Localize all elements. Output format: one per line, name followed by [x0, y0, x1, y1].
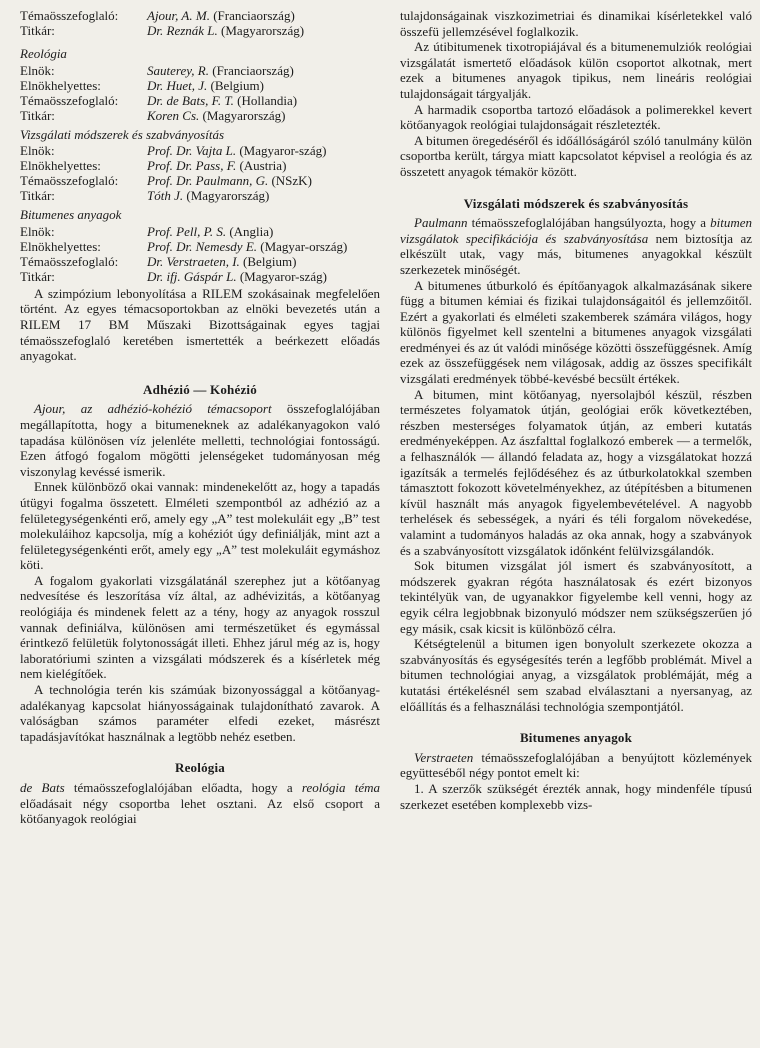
adhezio-paragraph-3: A fogalom gyakorlati vizsgálatánál szerephez jut a kötőanyag nedvesítése és leszorítása víz által, az adhévizitás, a kötőanyag reológiája és mindenek felett az a tény, hogy az anyagok rosszul vannak definiálva, különösen ami természetüket és egymással érintkező felületük folytonosságát illeti. Ehhez járul még az is, hogy laboratóriumi szinten a vizsgálati módszerek és a kísérletek még nem kielégítőek. [20, 572, 380, 682]
table-row [20, 108, 380, 123]
country: (NSzK) [271, 173, 312, 189]
country: (Magyarország) [186, 188, 270, 204]
italic-text: reológia téma [301, 780, 381, 795]
paragraph-text: témaösszefoglalójában a benyújtott közlemények együtteséből négy pontot emelt ki: [400, 749, 752, 781]
reologia-paragraph-1 [20, 780, 380, 827]
role-label: Elnökhelyettes: [20, 238, 101, 254]
table-row [20, 239, 380, 254]
vizsg-paragraph-3: A bitumen, mint kötőanyag, nyersolajból készül, részben természetes folyamatok útján, geológiai erők következtében, részben mesterséges folyamatok útján, az emberi kutatás eredményeképpen. Az ászfalttal foglalkozó emberek — a termelők, a felhasználók — állandó feladata az, hogy a vizsgálatokat hozzá igazítsák a termelés fejlődéséhez és az útburkolatokkal szemben támasztott fokozott követelményekhez, az útépítésben a bitumenen kívül használt más anyagok figyelembevételével. A nagyobb terhelések és sebességek, a nyári és téli forgalom növekedése, valamint a tudományos haladás az oka annak, hogy a szabványok és a szabványosított vizsgálatok időnként felülvizsgálandók. [400, 386, 752, 558]
italic-text: Verstraeten [414, 749, 474, 765]
bitumen-paragraph-2: 1. A szerzők szükségét érezték annak, hogy mindenféle típusú szerkezet esetében komplexebb vizs- [400, 780, 752, 812]
italic-text: de Bats [20, 780, 65, 795]
adhezio-paragraph-1 [20, 401, 380, 479]
country: (Magyar-ország) [260, 238, 348, 254]
person-name: Dr. Verstraeten, I. [147, 253, 240, 269]
italic-text: Ajour, az adhézió-kohézió témacsoport [34, 401, 272, 417]
paragraph-text: előadásait négy csoportba lehet osztani. Az első csoport a kötőanyagok reológiai [20, 795, 380, 827]
table-row [20, 93, 380, 108]
country: (Franciaország) [212, 62, 294, 78]
intro-paragraph: A szimpózium lebonyolítása a RILEM szokásainak megfelelően történt. Az egyes témacsoportokban az elnöki bevezetés után a RILEM 17 BM Műszaki Bizottságainak egyes tagjai témaösszefoglaló keretében ismertették a beérkezett előadás anyagokat. [20, 285, 380, 364]
table-row [20, 143, 380, 158]
paragraph-text: témaösszefoglalójában előadta, hogy a [64, 780, 302, 795]
country: (Magyarország) [202, 107, 286, 123]
role-label: Elnök: [20, 143, 55, 159]
person-name: Dr. Huet, J. [147, 77, 208, 93]
person-name: Prof. Dr. Nemesdy E. [147, 238, 258, 254]
country: (Anglia) [229, 223, 274, 239]
person-name: Koren Cs. [147, 107, 200, 123]
heading-reologia: Reológia [175, 760, 225, 776]
table-row [20, 188, 380, 203]
bitumen-paragraph-1 [400, 750, 752, 781]
role-label: Elnök: [20, 62, 55, 78]
country: (Magyarország) [221, 23, 305, 38]
vizsg-paragraph-1 [400, 215, 752, 277]
role-label: Témaösszefoglaló: [20, 8, 119, 23]
table-row [20, 23, 380, 38]
reologia-paragraph-3: A harmadik csoportba tartozó előadások a polimerekkel kevert kötőanyagok reológiai tulajdonságait részletezték. [400, 101, 752, 133]
table-row [20, 224, 380, 239]
continued-paragraph: tulajdonságainak viszkozimetriai és dinamikai kísérletekkel való összefü jellemzésével foglalkozik. [400, 8, 752, 39]
person-name: Prof. Dr. Vajta L. [147, 143, 237, 159]
role-label: Témaösszefoglaló: [20, 173, 119, 189]
role-label: Titkár: [20, 23, 55, 38]
role-label: Titkár: [20, 107, 55, 123]
vizsg-paragraph-4: Sok bitumen vizsgálat jól ismert és szabványosított, a módszerek gyakran régóta használatosak és ezért bizonyos tekintélyük van, de ugyanakkor figyelembe kell venni, hogy az egyik célra legjobbnak bizonyuló módszer nem szükségszerűen jó egy másik, csak kicsit is különböző célra. [400, 558, 752, 636]
paragraph-text: összefoglalójában megállapította, hogy a bitumeneknek az adalékanyagokon való tapadása különösen víz jelenléte melletti, technológiai fontosságú. Ezen átfogó fogalom mögötti jelenségeket tudományosan még viszonylag kevéssé ismerik. [20, 401, 380, 479]
table-row [20, 269, 380, 284]
committee-table-4 [20, 224, 380, 284]
italic-text: bitumen vizsgálatok specifikációja és szabványosítása [400, 215, 752, 246]
vizsg-paragraph-2: A bitumenes útburkoló és építőanyagok alkalmazásának sikere függ a bitumen kémiai és fizikai tulajdonságaitól és jellemzőitől. Ezért a gyakorlati és elméleti szakemberek számára világos, hogy különös figyelmet kell szentelni a bitumenes anyagok vizsgálati eredményei és az út valódi minősége közötti összefüggésnek. Amíg ezek az összefüggések nem világosak, addig az összes specifikált vizsgálati eredmények többé-kevésbé becsült értékek. [400, 277, 752, 387]
person-name: Sauterey, R. [147, 62, 209, 78]
role-label: Témaösszefoglaló: [20, 253, 119, 269]
adhezio-paragraph-2: Ennek különböző okai vannak: mindenekelőtt az, hogy a tapadás útügyi fogalma összetett. Elméleti szempontból az adhézió az a felületegységenkénti erő, amely egy „A” test molekuláit egy „B” test molekuláihoz kapcsolja, míg a kohéziót úgy definiálják, mint azt a felületegységenkénti erőt, amely egy „A” test molekuláit egymáshoz köti. [20, 479, 380, 573]
reologia-paragraph-4: A bitumen öregedéséről és időállóságáról szóló tanulmány külön csoportba került, tárgya miatt kapcsolatot képvisel a reológia és az összetett anyagok témakör között. [400, 132, 752, 179]
table-row [20, 8, 380, 23]
paragraph-text: témaösszefoglalójában hangsúlyozta, hogy a [467, 215, 711, 231]
country: (Franciaország) [213, 8, 295, 23]
role-label: Témaösszefoglaló: [20, 92, 119, 108]
reologia-paragraph-2: Az útibitumenek tixotropiájával és a bitumenemulziók reológiai vizsgálatát ismertető előadások külön csoportot alkotnak, mert ezek a bitumenes anyagok tipikus, nem lineáris reológiai tulajdonságait tárgyalják. [400, 39, 752, 101]
person-name: Prof. Dr. Paulmann, G. [147, 173, 269, 189]
section-title-bitumenes: Bitumenes anyagok [20, 207, 122, 223]
left-column [20, 8, 380, 827]
section-title-vizsgalati: Vizsgálati módszerek és szabványosítás [20, 126, 225, 142]
italic-text: Paulmann [414, 215, 468, 231]
person-name: Prof. Dr. Pass, F. [147, 158, 237, 174]
country: (Hollandia) [237, 92, 298, 108]
person-name: Dr. de Bats, F. T. [147, 92, 234, 108]
role-label: Elnökhelyettes: [20, 158, 101, 174]
heading-adhezio: Adhézió — Kohézió [143, 381, 257, 397]
adhezio-paragraph-4: A technológia terén kis számúak bizonyossággal a kötőanyag-adalékanyag kapcsolat hiányosságainak tulajdonítható zavarok. A valóságban számos paraméter elfedi ezeket, másrészt tapadásjavítókat használnak a legtöbb nehéz esetben. [20, 682, 380, 744]
committee-table-2 [20, 63, 380, 123]
table-row [20, 78, 380, 93]
person-name: Prof. Pell, P. S. [147, 223, 227, 239]
right-column [400, 8, 752, 812]
role-label: Elnökhelyettes: [20, 77, 101, 93]
table-row [20, 254, 380, 269]
heading-bitumenes: Bitumenes anyagok [519, 730, 633, 746]
person-name: Dr. Reznák L. [147, 23, 218, 38]
role-label: Elnök: [20, 223, 55, 239]
heading-vizsgalati: Vizsgálati módszerek és szabványosítás [463, 195, 689, 211]
person-name: Tóth J. [147, 188, 184, 204]
country: (Belgium) [210, 77, 264, 93]
table-row [20, 173, 380, 188]
table-row [20, 63, 380, 78]
country: (Austria) [239, 158, 287, 174]
vizsg-paragraph-5: Kétségtelenül a bitumen igen bonyolult szerkezete okozza a szabványosítás és egységesítés terén a legfőbb problémát. Mivel a bitumen technológiai anyag, a vizsgálatok problémáját, még a kutatási értékelésnél sem szabad elválasztani a nyersanyag, az előállítás és a felhasználási technológia szempontjától. [400, 636, 752, 714]
table-row [20, 158, 380, 173]
committee-table-3 [20, 143, 380, 203]
country: (Magyaror-szág) [239, 268, 327, 284]
paragraph-text: nem biztosítja az elkészült utak, vagy más, bitumenes anyagokkal készült szerkezetek minőségét. [400, 230, 752, 277]
country: (Belgium) [243, 253, 297, 269]
committee-table-1 [20, 8, 380, 38]
role-label: Titkár: [20, 268, 55, 284]
role-label: Titkár: [20, 188, 55, 204]
person-name: Ajour, A. M. [147, 8, 210, 23]
country: (Magyaror-szág) [239, 143, 327, 159]
section-title-reologia: Reológia [20, 46, 67, 61]
person-name: Dr. ifj. Gáspár L. [147, 268, 237, 284]
